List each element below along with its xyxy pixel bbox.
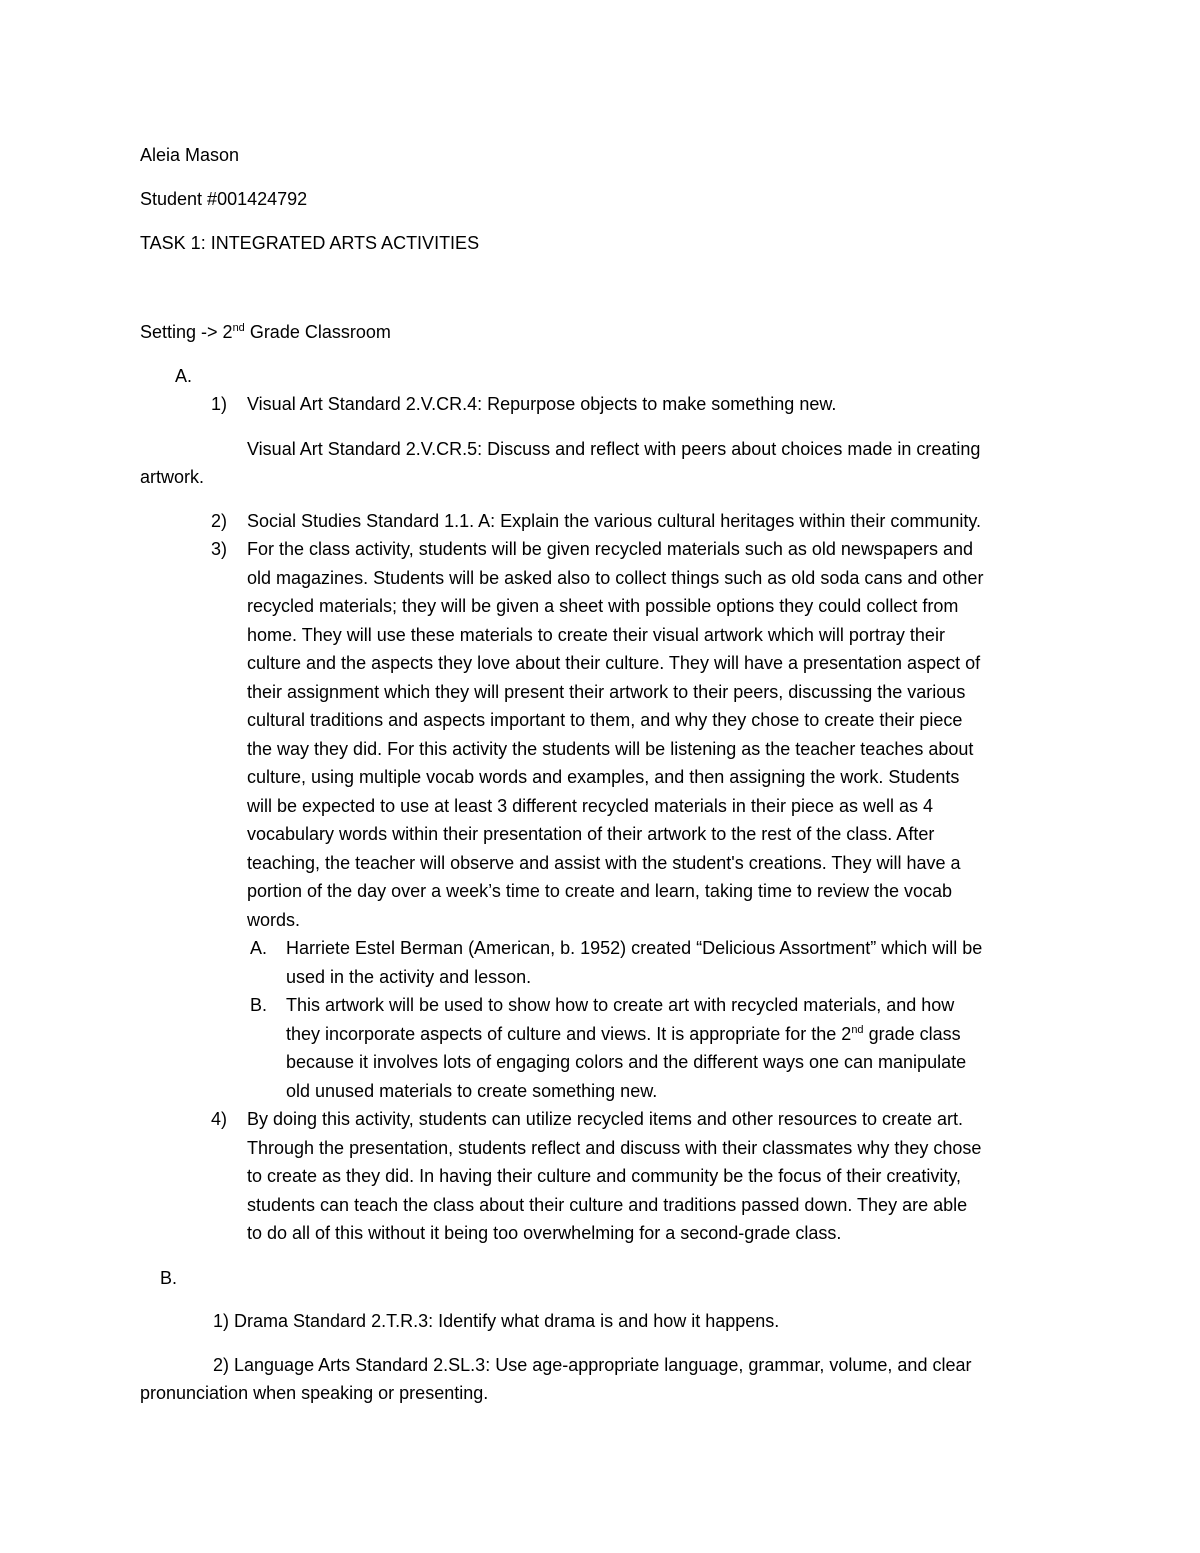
item-3-number: 3) <box>211 539 228 559</box>
sub-b-line: This artwork will be used to show how to create art with recycled materials, and how <box>286 995 955 1015</box>
item-2-text: Social Studies Standard 1.1. A: Explain the various cultural heritages within their community. <box>247 511 982 531</box>
section-a-label: A. <box>175 366 193 386</box>
sub-b-label: B. <box>250 995 268 1015</box>
setting-superscript: nd <box>232 322 245 334</box>
item-3-line: their assignment which they will present their artwork to their peers, discussing the various <box>247 682 966 702</box>
item-3-line: portion of the day over a week’s time to create and learn, taking time to review the vocab <box>247 881 953 901</box>
item-3-line: For the class activity, students will be given recycled materials such as old newspapers and <box>247 539 974 559</box>
item-3-line: culture and the aspects they love about their culture. They will have a presentation aspect of <box>247 653 981 673</box>
section-b-item-1: 1) Drama Standard 2.T.R.3: Identify what drama is and how it happens. <box>213 1311 780 1331</box>
sub-a-line: used in the activity and lesson. <box>286 967 532 987</box>
sub-b-line: because it involves lots of engaging colors and the different ways one can manipulate <box>286 1052 967 1072</box>
sub-a-label: A. <box>250 938 268 958</box>
item-1-line: artwork. <box>140 467 205 487</box>
item-4-number: 4) <box>211 1109 228 1129</box>
item-4-line: Through the presentation, students reflect and discuss with their classmates why they chose <box>247 1138 982 1158</box>
sub-b-superscript: nd <box>851 1024 864 1036</box>
item-3-line: culture, using multiple vocab words and examples, and then assigning the work. Students <box>247 767 960 787</box>
item-2-number: 2) <box>211 511 228 531</box>
sub-b-line2-prefix: they incorporate aspects of culture and views. It is appropriate for the 2 <box>286 1024 852 1044</box>
item-4-line: to do all of this without it being too overwhelming for a second-grade class. <box>247 1223 842 1243</box>
setting-prefix: Setting -> 2 <box>140 322 233 342</box>
item-3-line: old magazines. Students will be asked also to collect things such as old soda cans and other <box>247 568 984 588</box>
item-3-line: words. <box>247 910 301 930</box>
author-name: Aleia Mason <box>140 145 240 165</box>
item-1-line: Visual Art Standard 2.V.CR.4: Repurpose objects to make something new. <box>247 394 837 414</box>
item-3-line: cultural traditions and aspects important to them, and why they chose to create their piece <box>247 710 963 730</box>
item-3-line: home. They will use these materials to create their visual artwork which will portray their <box>247 625 945 645</box>
sub-b-line <box>286 1020 961 1049</box>
section-b-item-2: 2) Language Arts Standard 2.SL.3: Use age-appropriate language, grammar, volume, and clear <box>213 1355 972 1375</box>
sub-b-line2-suffix: grade class <box>863 1024 961 1044</box>
setting-line <box>140 318 391 347</box>
sub-a-line: Harriete Estel Berman (American, b. 1952) created “Delicious Assortment” which will be <box>286 938 983 958</box>
item-4-line: By doing this activity, students can utilize recycled items and other resources to create art. <box>247 1109 964 1129</box>
item-4-line: students can teach the class about their culture and traditions passed down. They are able <box>247 1195 968 1215</box>
item-3-line: vocabulary words within their presentation of their artwork to the rest of the class. After <box>247 824 935 844</box>
item-3-line: will be expected to use at least 3 different recycled materials in their piece as well as 4 <box>247 796 934 816</box>
task-title: TASK 1: INTEGRATED ARTS ACTIVITIES <box>140 233 480 253</box>
section-b-label: B. <box>160 1268 178 1288</box>
sub-b-line: old unused materials to create something new. <box>286 1081 658 1101</box>
item-4-line: to create as they did. In having their culture and community be the focus of their creativity, <box>247 1166 962 1186</box>
item-3-line: teaching, the teacher will observe and assist with the student's creations. They will have a <box>247 853 961 873</box>
item-1-number: 1) <box>211 394 228 414</box>
student-id: Student #001424792 <box>140 189 308 209</box>
setting-suffix: Grade Classroom <box>244 322 391 342</box>
item-1-line: Visual Art Standard 2.V.CR.5: Discuss and reflect with peers about choices made in creating <box>247 439 981 459</box>
section-b-item-2-continued: pronunciation when speaking or presenting. <box>140 1383 489 1403</box>
item-3-line: recycled materials; they will be given a sheet with possible options they could collect from <box>247 596 959 616</box>
item-3-line: the way they did. For this activity the students will be listening as the teacher teaches about <box>247 739 974 759</box>
